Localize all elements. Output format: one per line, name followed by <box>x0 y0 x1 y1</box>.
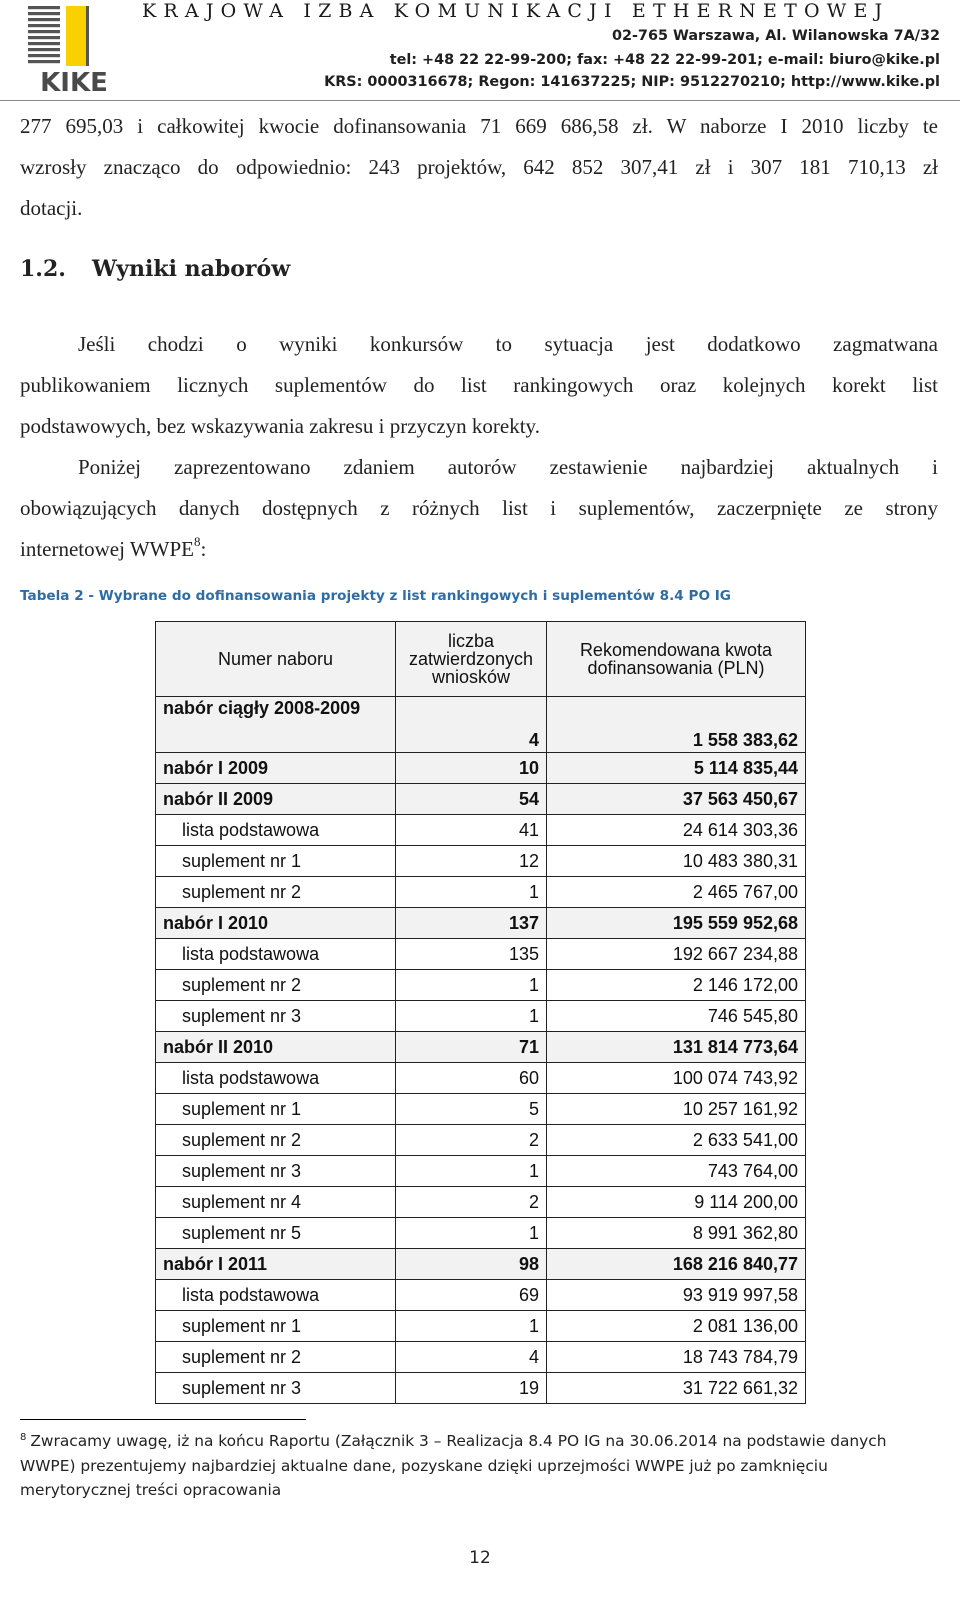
table-row <box>156 1125 806 1156</box>
recommended-amount: 5 114 835,44 <box>547 753 806 784</box>
approved-count: 60 <box>396 1063 547 1094</box>
round-label: nabór I 2011 <box>156 1249 396 1280</box>
table-header-row <box>156 622 806 697</box>
table-caption: Tabela 2 - Wybrane do dofinansowania projekty z list rankingowych i suplementów 8.4 PO IG <box>20 588 731 604</box>
round-label: suplement nr 1 <box>156 1311 396 1342</box>
table-row <box>156 815 806 846</box>
para2-line-1: Poniżej zaprezentowano zdaniem autorów zestawienie najbardziej aktualnych i <box>78 455 938 479</box>
round-label: lista podstawowa <box>156 815 396 846</box>
table-summary-row <box>156 784 806 815</box>
footnote-line-3: merytorycznej treści opracowania <box>20 1481 282 1499</box>
para1-line-2: publikowaniem licznych suplementów do list rankingowych oraz kolejnych korekt list <box>20 373 938 397</box>
round-label: lista podstawowa <box>156 939 396 970</box>
round-label: suplement nr 5 <box>156 1218 396 1249</box>
intro-line-2: wzrosły znacząco do odpowiednio: 243 projektów, 642 852 307,41 zł i 307 181 710,13 zł <box>20 155 938 179</box>
recommended-amount: 2 081 136,00 <box>547 1311 806 1342</box>
para2-line-3 <box>20 534 207 562</box>
table-row <box>156 970 806 1001</box>
round-label: nabór I 2010 <box>156 908 396 939</box>
intro-line-3: dotacji. <box>20 196 83 220</box>
table-row <box>156 1156 806 1187</box>
table-row <box>156 1094 806 1125</box>
section-heading <box>20 256 290 282</box>
approved-count: 1 <box>396 970 547 1001</box>
table-summary-row <box>156 908 806 939</box>
header-round-number: Numer naboru <box>156 622 396 697</box>
recommended-amount: 31 722 661,32 <box>547 1373 806 1404</box>
recommended-amount: 1 558 383,62 <box>547 697 806 753</box>
round-label: suplement nr 3 <box>156 1373 396 1404</box>
table-summary-row <box>156 753 806 784</box>
para2-line-3-text: internetowej WWPE <box>20 537 194 561</box>
para2-line-2: obowiązujących danych dostępnych z różnych list i suplementów, zaczerpnięte ze strony <box>20 496 938 520</box>
recommended-amount: 37 563 450,67 <box>547 784 806 815</box>
recommended-amount: 192 667 234,88 <box>547 939 806 970</box>
approved-count: 41 <box>396 815 547 846</box>
approved-count: 69 <box>396 1280 547 1311</box>
para1-line-3: podstawowych, bez wskazywania zakresu i przyczyn korekty. <box>20 414 540 438</box>
round-label: suplement nr 2 <box>156 970 396 1001</box>
table-summary-row <box>156 1032 806 1063</box>
approved-count: 1 <box>396 877 547 908</box>
footnote-divider <box>20 1419 306 1420</box>
recommended-amount: 168 216 840,77 <box>547 1249 806 1280</box>
header-address: 02-765 Warszawa, Al. Wilanowska 7A/32 <box>611 28 940 44</box>
organization-name: KRAJOWA IZBA KOMUNIKACJI ETHERNETOWEJ <box>142 0 890 22</box>
round-label: suplement nr 4 <box>156 1187 396 1218</box>
letterhead <box>0 0 960 102</box>
round-label: suplement nr 3 <box>156 1156 396 1187</box>
approved-count: 71 <box>396 1032 547 1063</box>
table-row <box>156 1311 806 1342</box>
table-row <box>156 877 806 908</box>
recommended-amount: 746 545,80 <box>547 1001 806 1032</box>
table-summary-row <box>156 697 806 753</box>
round-label: suplement nr 2 <box>156 1342 396 1373</box>
header-registry: KRS: 0000316678; Regon: 141637225; NIP: 9512270210; http://www.kike.pl <box>324 74 940 90</box>
para2-line-3-end: : <box>200 537 207 561</box>
table-row <box>156 1373 806 1404</box>
recommended-amount: 10 483 380,31 <box>547 846 806 877</box>
header-approved-count: liczba zatwierdzonych wniosków <box>396 622 547 697</box>
recommended-amount: 10 257 161,92 <box>547 1094 806 1125</box>
round-label: suplement nr 2 <box>156 1125 396 1156</box>
table-row <box>156 1218 806 1249</box>
approved-count: 2 <box>396 1187 547 1218</box>
recommended-amount: 131 814 773,64 <box>547 1032 806 1063</box>
section-title: Wyniki naborów <box>92 256 291 282</box>
approved-count: 5 <box>396 1094 547 1125</box>
approved-count: 54 <box>396 784 547 815</box>
header-recommended-amount: Rekomendowana kwota dofinansowania (PLN) <box>547 622 806 697</box>
approved-count: 1 <box>396 1156 547 1187</box>
table-row <box>156 1001 806 1032</box>
round-label: suplement nr 2 <box>156 877 396 908</box>
footnote-line-1 <box>20 1432 940 1450</box>
round-label: nabór I 2009 <box>156 753 396 784</box>
footnote-reference[interactable]: 8 <box>193 534 201 549</box>
table-row <box>156 1342 806 1373</box>
section-number: 1.2. <box>20 256 66 282</box>
approved-count: 1 <box>396 1311 547 1342</box>
table-row <box>156 846 806 877</box>
footnote-marker: 8 <box>20 1432 27 1443</box>
footnote-line-1-text: Zwracamy uwagę, iż na końcu Raportu (Załącznik 3 – Realizacja 8.4 PO IG na 30.06.2014 na podstawie danych <box>30 1432 887 1451</box>
svg-text:KIKE: KIKE <box>40 68 108 94</box>
table-row <box>156 1063 806 1094</box>
approved-count: 98 <box>396 1249 547 1280</box>
approved-count: 12 <box>396 846 547 877</box>
approved-count: 135 <box>396 939 547 970</box>
header-contact: tel: +48 22 22-99-200; fax: +48 22 22-99-201; e-mail: biuro@kike.pl <box>389 52 940 68</box>
recommended-amount: 2 465 767,00 <box>547 877 806 908</box>
recommended-amount: 24 614 303,36 <box>547 815 806 846</box>
recommended-amount: 2 633 541,00 <box>547 1125 806 1156</box>
header-divider <box>0 100 960 101</box>
table-row <box>156 939 806 970</box>
recommended-amount: 8 991 362,80 <box>547 1218 806 1249</box>
approved-count: 4 <box>396 697 547 753</box>
page-number: 12 <box>469 1548 491 1568</box>
round-label: lista podstawowa <box>156 1063 396 1094</box>
para1-line-1: Jeśli chodzi o wyniki konkursów to sytuacja jest dodatkowo zagmatwana <box>78 332 938 356</box>
table-summary-row <box>156 1249 806 1280</box>
approved-count: 4 <box>396 1342 547 1373</box>
kike-logo <box>26 4 122 94</box>
round-label: lista podstawowa <box>156 1280 396 1311</box>
round-label: suplement nr 1 <box>156 1094 396 1125</box>
recommended-amount: 195 559 952,68 <box>547 908 806 939</box>
approved-count: 2 <box>396 1125 547 1156</box>
recommended-amount: 100 074 743,92 <box>547 1063 806 1094</box>
footnote-line-2: WWPE) prezentujemy najbardziej aktualne dane, pozyskane dzięki uprzejmości WWPE już po zamknięciu <box>20 1457 828 1475</box>
recommended-amount: 743 764,00 <box>547 1156 806 1187</box>
approved-count: 1 <box>396 1218 547 1249</box>
approved-count: 137 <box>396 908 547 939</box>
recommended-amount: 93 919 997,58 <box>547 1280 806 1311</box>
table-row <box>156 1280 806 1311</box>
recommended-amount: 18 743 784,79 <box>547 1342 806 1373</box>
round-label: nabór II 2009 <box>156 784 396 815</box>
funding-table <box>155 621 806 1404</box>
recommended-amount: 9 114 200,00 <box>547 1187 806 1218</box>
recommended-amount: 2 146 172,00 <box>547 970 806 1001</box>
round-label: nabór ciągły 2008-2009 <box>156 697 396 753</box>
intro-line-1: 277 695,03 i całkowitej kwocie dofinansowania 71 669 686,58 zł. W naborze I 2010 liczby te <box>20 114 938 138</box>
table-row <box>156 1187 806 1218</box>
approved-count: 10 <box>396 753 547 784</box>
approved-count: 19 <box>396 1373 547 1404</box>
round-label: suplement nr 3 <box>156 1001 396 1032</box>
round-label: nabór II 2010 <box>156 1032 396 1063</box>
approved-count: 1 <box>396 1001 547 1032</box>
round-label: suplement nr 1 <box>156 846 396 877</box>
